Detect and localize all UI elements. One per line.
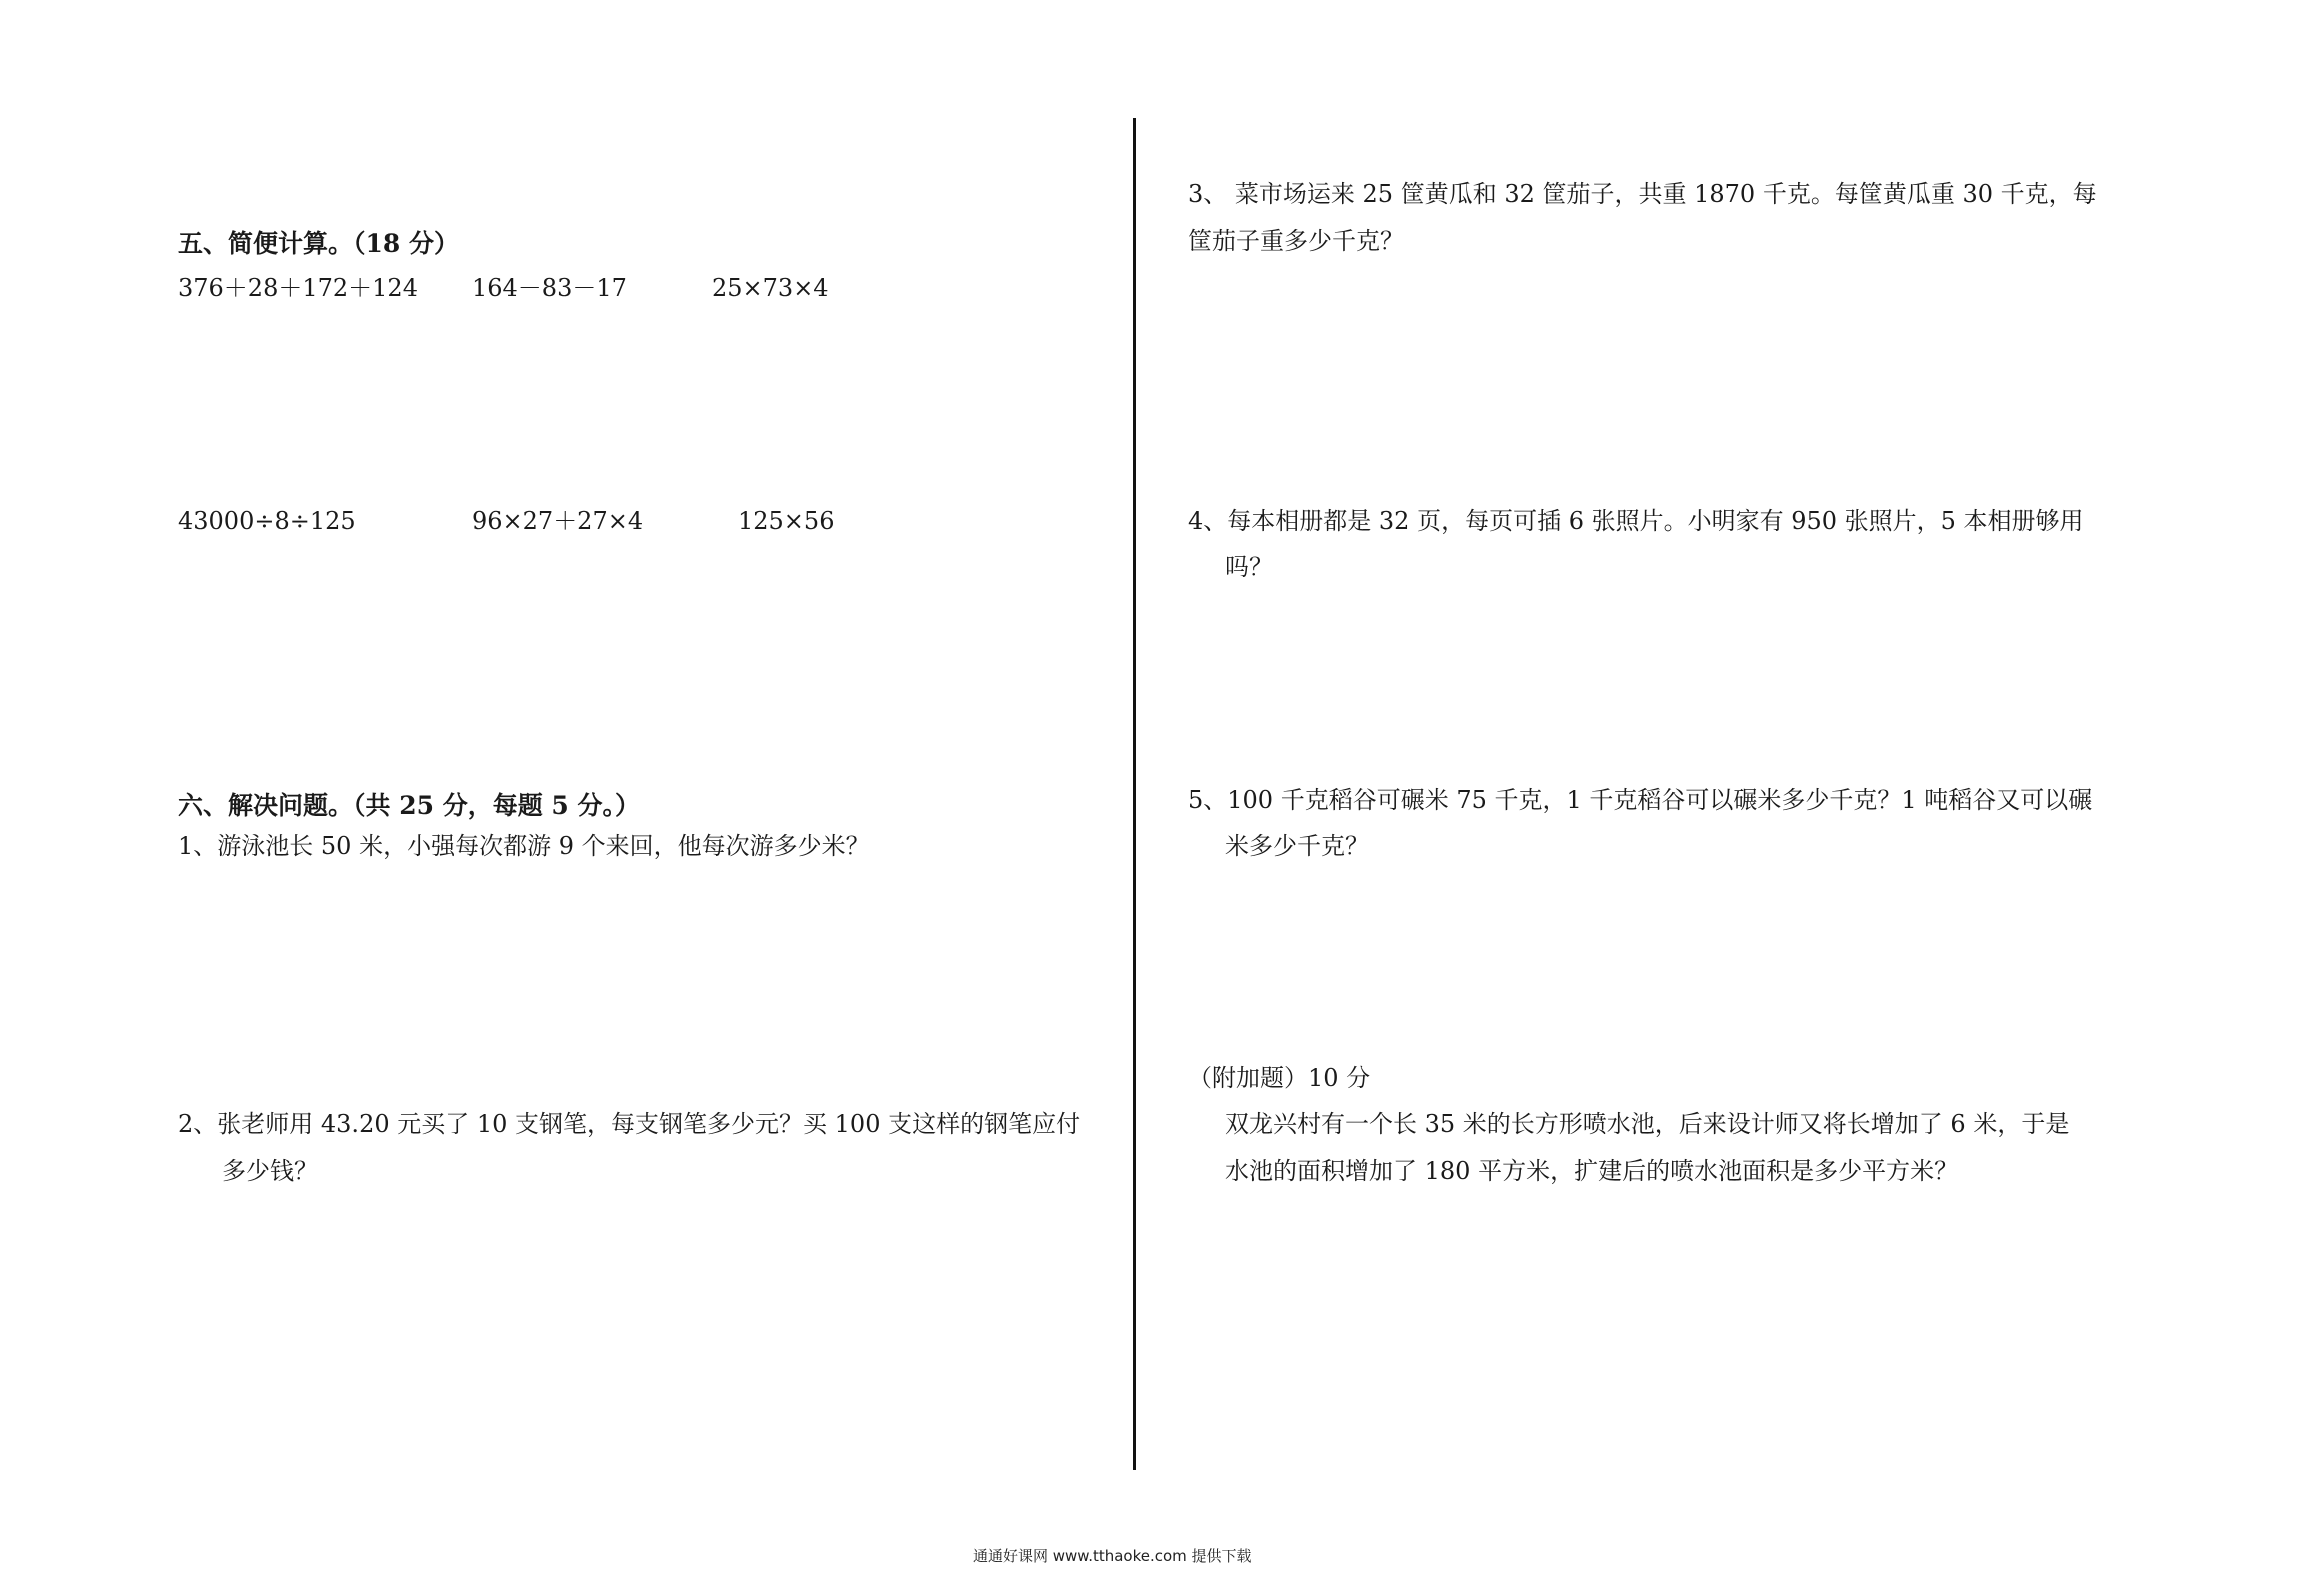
bonus-line1: 双龙兴村有一个长 35 米的长方形喷水池，后来设计师又将长增加了 6 米，于是 (1225, 1110, 2070, 1138)
question-4-line1: 4、每本相册都是 32 页，每页可插 6 张照片。小明家有 950 张照片，5 本相册够用 (1188, 507, 2084, 535)
question-3-line2: 筐茄子重多少千克？ (1188, 227, 1404, 255)
expression-3: 25×73×4 (712, 274, 829, 302)
question-2-line2: 多少钱？ (222, 1157, 318, 1185)
section6-title: 六、解决问题。（共 25 分，每题 5 分。） (178, 791, 641, 820)
question-4-line2: 吗？ (1225, 553, 1273, 581)
question-3-line1: 3、 菜市场运来 25 筐黄瓜和 32 筐茄子，共重 1870 千克。每筐黄瓜重 30 千克，每 (1188, 180, 2097, 208)
bonus-line2: 水池的面积增加了 180 平方米，扩建后的喷水池面积是多少平方米？ (1225, 1157, 1959, 1185)
expression-4: 43000÷8÷125 (178, 507, 356, 535)
bonus-title: （附加题）10 分 (1188, 1064, 1371, 1092)
question-5-line2: 米多少千克？ (1225, 832, 1369, 860)
expression-1: 376＋28＋172＋124 (178, 274, 418, 302)
expression-2: 164－83－17 (472, 274, 627, 302)
question-5-line1: 5、100 千克稻谷可碾米 75 千克，1 千克稻谷可以碾米多少千克？1 吨稻谷又可以碾 (1188, 786, 2093, 814)
expression-6: 125×56 (738, 507, 835, 535)
expression-5: 96×27＋27×4 (472, 507, 644, 535)
question-2-line1: 2、张老师用 43.20 元买了 10 支钢笔，每支钢笔多少元？买 100 支这样的钢笔应付 (178, 1110, 1081, 1138)
question-1: 1、游泳池长 50 米，小强每次都游 9 个来回，他每次游多少米？ (178, 832, 870, 860)
column-divider (1133, 118, 1136, 1470)
section5-title: 五、简便计算。（18 分） (178, 229, 459, 258)
footer-credit: 通通好课网 www.tthaoke.com 提供下载 (973, 1547, 1252, 1565)
